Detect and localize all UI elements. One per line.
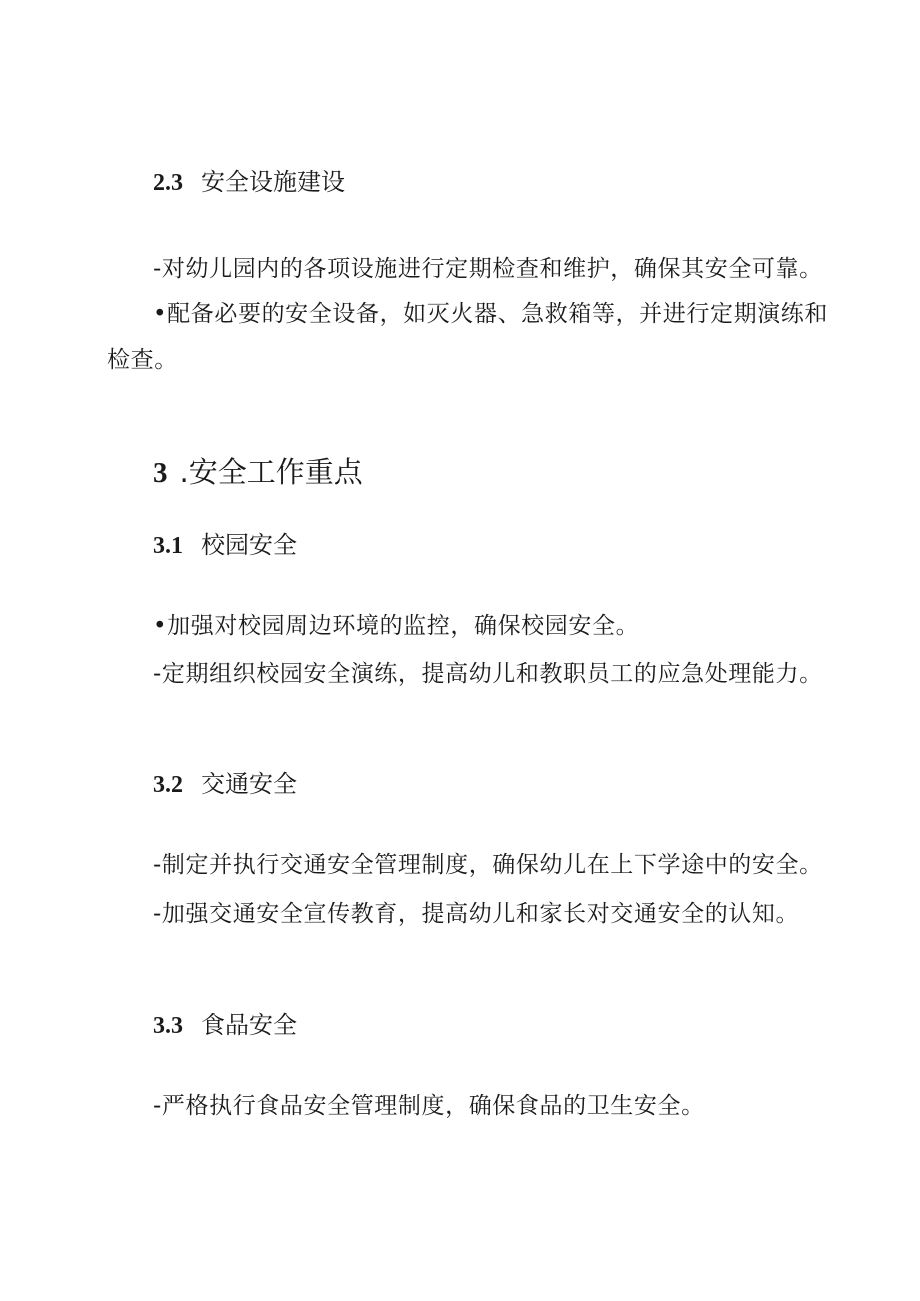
section-title: 校园安全 [201, 531, 297, 559]
section-title: 食品安全 [201, 1011, 297, 1039]
section-number: 3.2 [153, 772, 183, 798]
section-heading-2-3 [153, 170, 345, 195]
chapter-number: 3 [153, 457, 168, 489]
section-number: 2.3 [153, 170, 183, 196]
paragraph-line: •配备必要的安全设备，如灭火器、急救箱等，并进行定期演练和 [153, 301, 828, 327]
chapter-heading-3 [153, 455, 363, 489]
section-heading-3-1 [153, 533, 297, 558]
paragraph-line: -加强交通安全宣传教育，提高幼儿和家长对交通安全的认知。 [153, 901, 800, 927]
paragraph-line: -对幼儿园内的各项设施进行定期检查和维护，确保其安全可靠。 [153, 256, 823, 282]
section-heading-3-3 [153, 1013, 297, 1038]
paragraph-line: 检查。 [107, 347, 178, 373]
section-number: 3.1 [153, 533, 183, 559]
paragraph-line: -定期组织校园安全演练，提高幼儿和教职员工的应急处理能力。 [153, 661, 823, 687]
paragraph-line: -严格执行食品安全管理制度，确保食品的卫生安全。 [153, 1093, 705, 1119]
section-number: 3.3 [153, 1013, 183, 1039]
section-title: 交通安全 [201, 770, 297, 798]
section-title: 安全设施建设 [201, 168, 345, 196]
paragraph-line: •加强对校园周边环境的监控，确保校园安全。 [153, 613, 640, 639]
section-heading-3-2 [153, 772, 297, 797]
chapter-title: .安全工作重点 [179, 455, 363, 489]
paragraph-line: -制定并执行交通安全管理制度，确保幼儿在上下学途中的安全。 [153, 852, 823, 878]
